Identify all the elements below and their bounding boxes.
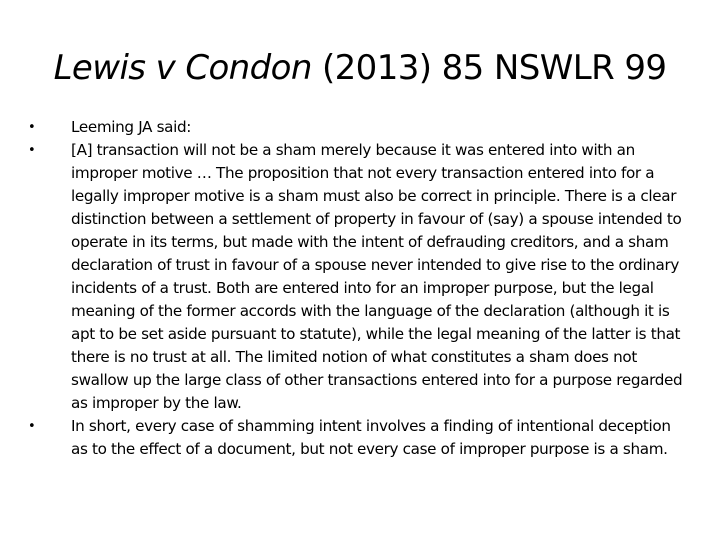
bullet-text: In short, every case of shamming intent involves a finding of intentional deception as to the effect of a document, but not every case of improper purpose is a sham. [71, 417, 671, 458]
bullet-text: [A] transaction will not be a sham merely because it was entered into with an improper motive … The proposition that not every transaction entered into for a legally improper motive is a sham must also be correct in principle. There is a clear distinction between a settlement of property in favour of (say) a spouse intended to operate in its terms, but made with the intent of defrauding creditors, and a sham declaration of trust in favour of a spouse never intended to give rise to the ordinary incidents of a trust. Both are entered into for an improper purpose, but the legal meaning of the former accords with the language of the declaration (although it is apt to be set aside pursuant to statute), while the legal meaning of the latter is that there is no trust at all. The limited notion of what constitutes a sham does not swallow up the large class of other transactions entered into for a purpose regarded as improper by the law. [71, 141, 683, 412]
bullet-item-leeming [28, 116, 688, 139]
bullet-list [28, 116, 688, 461]
bullet-icon: • [28, 120, 36, 135]
bullet-text: Leeming JA said: [71, 118, 192, 136]
bullet-item-summary [28, 415, 688, 461]
slide-title [0, 44, 720, 92]
bullet-icon: • [28, 419, 36, 434]
bullet-item-quote [28, 139, 688, 415]
case-citation: (2013) 85 NSWLR 99 [311, 48, 667, 88]
bullet-icon: • [28, 143, 36, 158]
case-name: Lewis v Condon [53, 48, 312, 88]
